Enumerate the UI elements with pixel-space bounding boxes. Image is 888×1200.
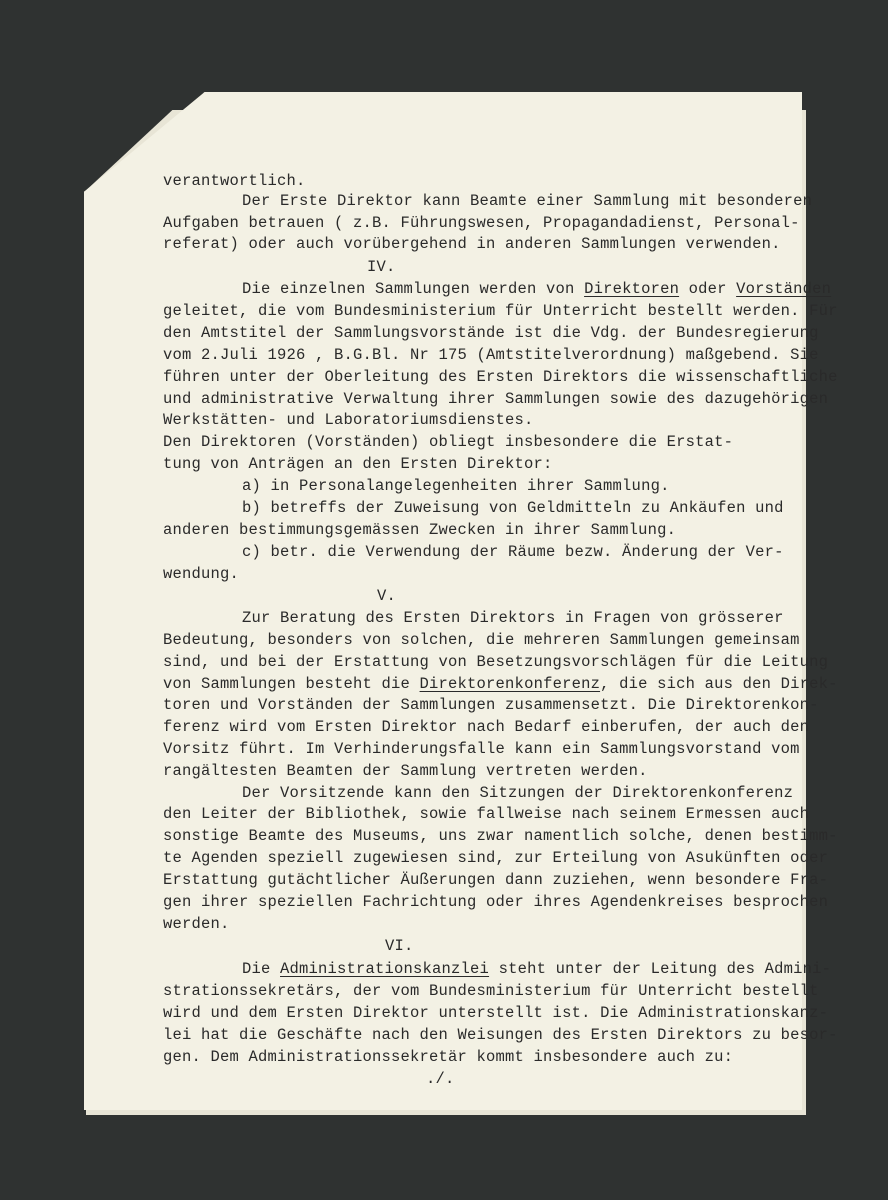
text-line: werden.	[163, 915, 230, 933]
text-line: und administrative Verwaltung ihrer Sammlungen sowie des dazugehörigen	[163, 390, 829, 408]
text-line: lei hat die Geschäfte nach den Weisungen des Ersten Direktors zu besor-	[163, 1026, 838, 1044]
text-line: te Agenden speziell zugewiesen sind, zur Erteilung von Asukünften oder	[163, 849, 829, 867]
text-line: den Amtstitel der Sammlungsvorstände ist die Vdg. der Bundesregierung	[163, 324, 819, 342]
section-heading-vi: VI.	[385, 937, 414, 955]
text-line: Aufgaben betrauen ( z.B. Führungswesen, Propagandadienst, Personal-	[163, 214, 800, 232]
text-line: strationssekretärs, der vom Bundesministerium für Unterricht bestellt	[163, 982, 819, 1000]
text-run: oder	[679, 280, 737, 298]
text-line: Der Erste Direktor kann Beamte einer Sammlung mit besonderen	[242, 192, 813, 210]
underlined-term: Direktoren	[584, 280, 680, 298]
section-heading-iv: IV.	[367, 258, 396, 276]
text-line: rangältesten Beamten der Sammlung vertreten werden.	[163, 762, 648, 780]
text-line: Werkstätten- und Laboratoriumsdienstes.	[163, 411, 534, 429]
list-item: c) betr. die Verwendung der Räume bezw. Änderung der Ver-	[242, 543, 784, 561]
text-line: Vorsitz führt. Im Verhinderungsfalle kann ein Sammlungsvorstand vom	[163, 740, 800, 758]
text-line: tung von Anträgen an den Ersten Direktor:	[163, 455, 553, 473]
underlined-term: Administrationskanzlei	[280, 960, 490, 978]
text-line: wird und dem Ersten Direktor unterstellt ist. Die Administrationskanz-	[163, 1004, 829, 1022]
text-line: sind, und bei der Erstattung von Besetzungsvorschlägen für die Leitung	[163, 653, 829, 671]
text-run: , die sich aus den Direk-	[600, 675, 838, 693]
text-line: gen ihrer speziellen Fachrichtung oder ihres Agendenkreises besprochen	[163, 893, 829, 911]
text-run: von Sammlungen besteht die	[163, 675, 420, 693]
text-line: sonstige Beamte des Museums, uns zwar namentlich solche, denen bestimm-	[163, 827, 838, 845]
list-item: b) betreffs der Zuweisung von Geldmitteln zu Ankäufen und	[242, 499, 784, 517]
text-line: Zur Beratung des Ersten Direktors in Fragen von grösserer	[242, 609, 784, 627]
text-line: referat) oder auch vorübergehend in anderen Sammlungen verwenden.	[163, 235, 781, 253]
text-line: ferenz wird vom Ersten Direktor nach Bedarf einberufen, der auch den	[163, 718, 810, 736]
text-line: wendung.	[163, 565, 240, 583]
text-line: verantwortlich.	[163, 172, 306, 190]
underlined-term: Direktorenkonferenz	[419, 675, 601, 693]
text-line	[163, 673, 838, 695]
text-line: vom 2.Juli 1926 , B.G.Bl. Nr 175 (Amtstitelverordnung) maßgebend. Sie	[163, 346, 819, 364]
text-line	[242, 958, 831, 980]
text-line: Der Vorsitzende kann den Sitzungen der Direktorenkonferenz	[242, 784, 794, 802]
text-run: Die einzelnen Sammlungen werden von	[242, 280, 585, 298]
text-line: geleitet, die vom Bundesministerium für Unterricht bestellt werden. Für	[163, 302, 838, 320]
text-line: den Leiter der Bibliothek, sowie fallweise nach seinem Ermessen auch	[163, 805, 810, 823]
text-line: gen. Dem Administrationssekretär kommt insbesondere auch zu:	[163, 1048, 734, 1066]
text-line: führen unter der Oberleitung des Ersten Direktors die wissenschaftliche	[163, 368, 838, 386]
text-line: Bedeutung, besonders von solchen, die mehreren Sammlungen gemeinsam	[163, 631, 800, 649]
section-heading-v: V.	[377, 587, 397, 605]
text-line: anderen bestimmungsgemässen Zwecken in ihrer Sammlung.	[163, 521, 677, 539]
text-line: Erstattung gutächtlicher Äußerungen dann zuziehen, wenn besondere Fra-	[163, 871, 829, 889]
text-run: steht unter der Leitung des Admini-	[489, 960, 832, 978]
underlined-term: Vorständen	[736, 280, 832, 298]
continuation-mark: ./.	[426, 1070, 455, 1088]
text-line: Den Direktoren (Vorständen) obliegt insbesondere die Erstat-	[163, 433, 734, 451]
list-item: a) in Personalangelegenheiten ihrer Sammlung.	[242, 477, 670, 495]
text-line	[242, 278, 831, 300]
text-run: Die	[242, 960, 281, 978]
text-line: toren und Vorständen der Sammlungen zusammensetzt. Die Direktorenkon-	[163, 696, 819, 714]
